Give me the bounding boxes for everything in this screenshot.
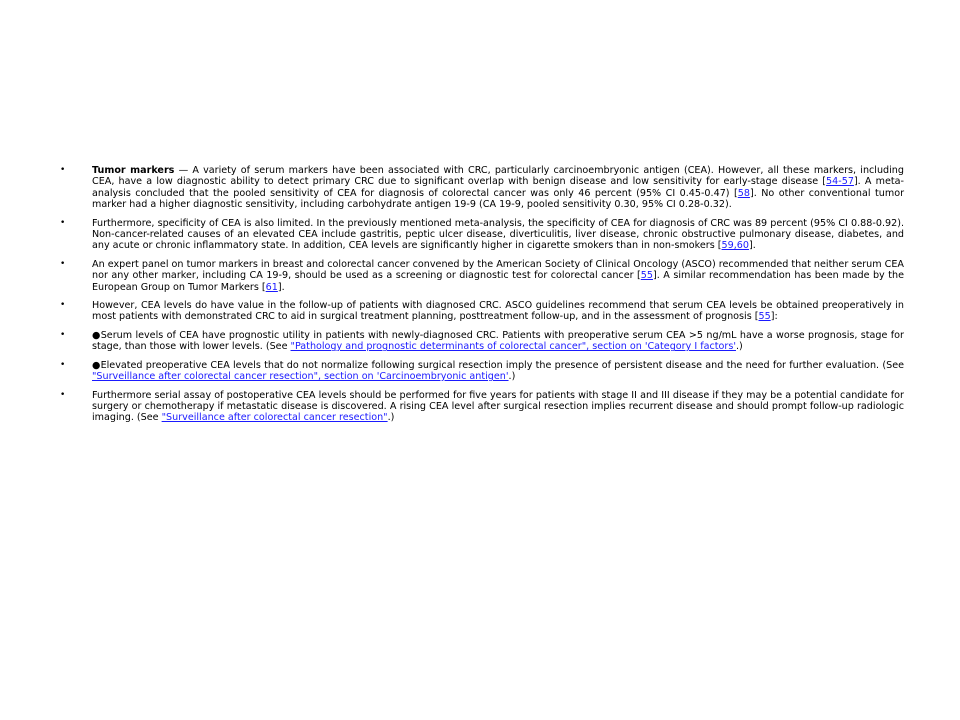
item-text: ].: [277, 281, 285, 293]
bullet-item-prognostic: [56, 330, 904, 353]
item-text: ]. A meta-analysis concluded that the pooled sensitivity of CEA for diagnosis of colorectal cancer was only 46 percent (95% CI 0.45-0.47) [: [92, 176, 904, 199]
bullet-dot: •: [60, 389, 66, 400]
item-text: .): [735, 341, 743, 353]
bullet-item-persistent-disease: [56, 360, 904, 383]
bullet-dot: •: [60, 258, 66, 269]
bullet-list: [56, 165, 904, 431]
reference-link[interactable]: 61: [265, 281, 278, 293]
item-text: .): [508, 371, 516, 383]
item-text: ]. No other conventional tumor marker had a higher diagnostic sensitivity, including carbohydrate antigen 19-9 (CA 19-9, pooled sensitivity 0.30, 95% CI 0.28-0.32).: [92, 187, 905, 211]
item-text: ●Serum levels of CEA have prognostic utility in patients with newly-diagnosed CRC. Patients with preoperative serum CEA >5 ng/mL have a worse prognosis, stage for stage, than those with lower levels. (See: [92, 329, 904, 353]
reference-link[interactable]: 59,60: [721, 240, 749, 252]
bullet-dot: •: [60, 217, 66, 228]
item-text: ]. A similar recommendation has been made by the European Group on Tumor Markers [: [92, 270, 904, 293]
reference-link[interactable]: 55: [758, 311, 771, 323]
item-text: .): [387, 412, 395, 424]
item-text: ]:: [770, 311, 778, 323]
item-text: ].: [748, 240, 756, 252]
topic-link[interactable]: "Surveillance after colorectal cancer resection", section on 'Carcinoembryonic antigen': [92, 371, 509, 383]
item-text: Furthermore serial assay of postoperative CEA levels should be performed for five years for patients with stage II and III disease if they may be a potential candidate for surgery or chemotherapy if metastatic disease is discovered. A rising CEA level after surgical resection implies recurrent disease and should prompt follow-up radiologic imaging. (See: [92, 389, 904, 424]
bullet-dot: •: [60, 359, 66, 370]
bullet-dot: •: [60, 300, 66, 311]
reference-link[interactable]: 55: [640, 270, 653, 282]
topic-link[interactable]: "Surveillance after colorectal cancer resection": [161, 412, 388, 424]
reference-link[interactable]: 58: [737, 187, 750, 199]
bullet-dot: •: [60, 329, 66, 340]
bullet-item-asco-panel: [56, 259, 904, 293]
item-text: However, CEA levels do have value in the follow-up of patients with diagnosed CRC. ASCO guidelines recommend that serum CEA levels be obtained preoperatively in most patients with demonstrated CRC to aid in surgical treatment planning, posttreatment follow-up, and in the assessment of prognosis [: [92, 300, 904, 323]
bullet-item-tumor-markers: [56, 165, 904, 211]
item-text: An expert panel on tumor markers in breast and colorectal cancer convened by the American Society of Clinical Oncology (ASCO) recommended that neither serum CEA nor any other marker, including CA 19-9, should be used as a screening or diagnostic test for colorectal cancer [: [92, 258, 904, 282]
item-text: — A variety of serum markers have been associated with CRC, particularly carcinoembryonic antigen (CEA). However, all these markers, including CEA, have a low diagnostic ability to detect primary CRC due to significant overlap with benign disease and low sensitivity for early-stage disease [: [92, 165, 904, 188]
bullet-item-serial-assay: [56, 390, 904, 424]
item-text: Furthermore, specificity of CEA is also limited. In the previously mentioned meta-analysis, the specificity of CEA for diagnosis of CRC was 89 percent (95% CI 0.88-0.92). Non-cancer-related causes of an elevated CEA include gastritis, peptic ulcer disease, diverticulitis, liver disease, chronic obstructive pulmonary disease, diabetes, and any acute or chronic inflammatory state. In addition, CEA levels are significantly higher in cigarette smokers than in non-smokers [: [92, 217, 904, 252]
bullet-item-follow-up: [56, 300, 904, 323]
reference-link[interactable]: 54-57: [826, 176, 854, 188]
topic-link[interactable]: "Pathology and prognostic determinants of colorectal cancer", section on 'Category I factors': [290, 341, 736, 353]
lead-heading: Tumor markers: [92, 165, 175, 176]
bullet-item-specificity: [56, 218, 904, 252]
bullet-dot: •: [60, 165, 66, 175]
item-text: ●Elevated preoperative CEA levels that do not normalize following surgical resection imply the presence of persistent disease and the need for further evaluation. (See: [92, 359, 904, 371]
